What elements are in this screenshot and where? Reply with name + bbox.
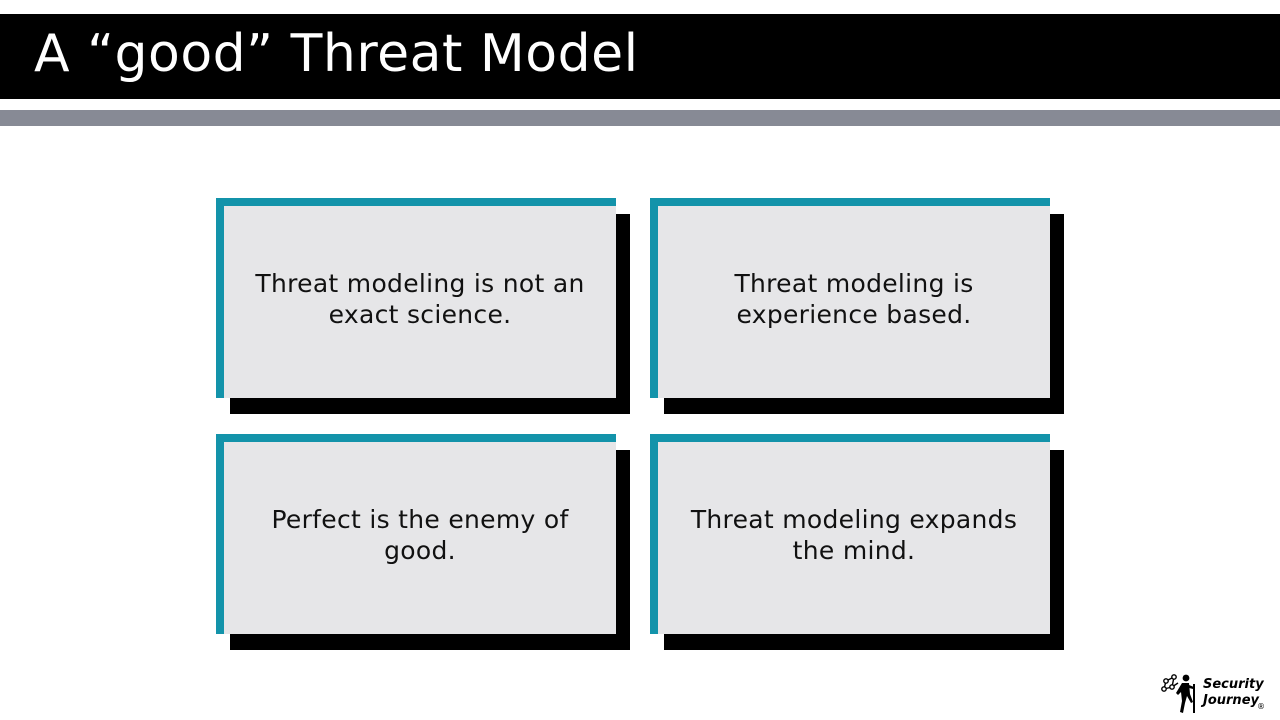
logo-text-journey: Journey (1203, 693, 1259, 708)
card-not-exact-science (216, 198, 630, 416)
card-face (216, 198, 616, 398)
card-text: Threat modeling is experience based. (734, 269, 974, 329)
card-experience-based (650, 198, 1064, 416)
logo-text-security: Security (1203, 677, 1264, 692)
hiker-network-icon (1160, 672, 1200, 714)
card-face (650, 434, 1050, 634)
card-text: Threat modeling is not an exact science. (255, 269, 585, 329)
slide-title: A “good” Threat Model (34, 24, 639, 84)
card-face (216, 434, 616, 634)
card-perfect-enemy-of-good (216, 434, 630, 652)
title-accent-bar (0, 110, 1280, 126)
card-expands-the-mind (650, 434, 1064, 652)
card-text: Perfect is the enemy of good. (271, 505, 569, 565)
registered-mark: ® (1257, 702, 1265, 711)
title-bar (0, 14, 1280, 99)
security-journey-logo (1160, 672, 1270, 716)
card-text: Threat modeling expands the mind. (690, 505, 1018, 565)
card-face (650, 198, 1050, 398)
